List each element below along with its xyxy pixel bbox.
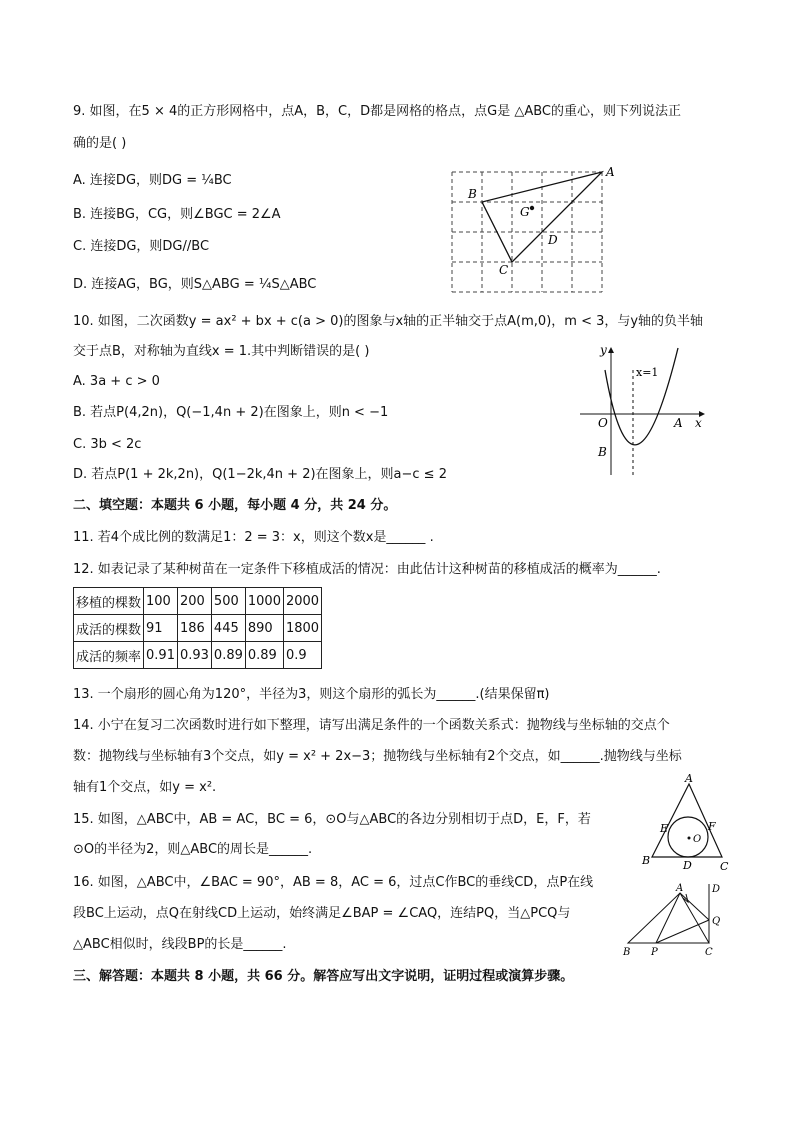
- table-cell: 成活的棵数: [74, 615, 144, 642]
- table-cell: 移植的棵数: [74, 588, 144, 615]
- q9-option-c: C. 连接DG，则DG//BC: [73, 239, 210, 254]
- q9-label-d: D: [548, 233, 558, 247]
- table-row: [74, 642, 322, 669]
- q10-stem-line2: 交于点B，对称轴为直线x = 1.其中判断错误的是( ): [73, 344, 370, 359]
- table-cell: 91: [144, 615, 178, 642]
- table-cell: 0.9: [283, 642, 321, 669]
- table-cell: 890: [245, 615, 283, 642]
- table-cell: 0.91: [144, 642, 178, 669]
- q12-stem: 12. 如表记录了某种树苗在一定条件下移植成活的情况：由此估计这种树苗的移植成活的概率为______.: [73, 562, 661, 577]
- table-cell: 186: [177, 615, 211, 642]
- q15-label-o: O: [693, 834, 702, 845]
- q10-option-c: C. 3b < 2c: [73, 437, 142, 452]
- q16-line3: △ABC相似时，线段BP的长是______.: [73, 937, 287, 952]
- table-cell: 100: [144, 588, 178, 615]
- q16-line2: 段BC上运动，点Q在射线CD上运动，始终满足∠BAP = ∠CAQ，连结PQ，当△PCQ与: [73, 906, 571, 921]
- q14-line1: 14. 小宁在复习二次函数时进行如下整理，请写出满足条件的一个函数关系式：抛物线与坐标轴的交点个: [73, 718, 670, 733]
- q14-line2: 数：抛物线与坐标轴有3个交点，如y = x² + 2x−3；抛物线与坐标轴有2个交点，如______.抛物线与坐标: [73, 749, 682, 764]
- q16-label-a: A: [676, 883, 684, 894]
- q9-label-b: B: [468, 187, 477, 201]
- section-2-header: 二、填空题：本题共 6 小题，每小题 4 分，共 24 分。: [73, 498, 397, 513]
- q9-grid-figure: [440, 160, 620, 300]
- table-row: [74, 615, 322, 642]
- q12-table: [73, 587, 322, 669]
- q9-stem-line1: 9. 如图，在5 × 4的正方形网格中，点A，B，C，D都是网格的格点，点G是 △ABC的重心，则下列说法正: [73, 104, 681, 119]
- q15-line2: ⊙O的半径为2，则△ABC的周长是______.: [73, 842, 313, 857]
- q13-text: 13. 一个扇形的圆心角为120°，半径为3，则这个扇形的弧长为______.(结果保留π): [73, 687, 550, 702]
- q14-line3: 轴有1个交点，如y = x².: [73, 780, 217, 795]
- q11-text: 11. 若4个成比例的数满足1：2 = 3：x，则这个数x是______ .: [73, 530, 434, 545]
- q10-label-o: O: [598, 416, 608, 430]
- q9-label-a: A: [606, 165, 615, 179]
- q10-parabola-curve: [605, 348, 678, 445]
- q16-label-d: D: [712, 884, 721, 895]
- q9-stem-line2: 确的是( ): [73, 136, 127, 151]
- q9-option-d: D. 连接AG，BG，则S△ABG = ¼S△ABC: [73, 277, 317, 292]
- q9-label-g: G: [520, 205, 530, 219]
- q15-incircle-figure: [640, 770, 730, 878]
- q10-label-a: A: [674, 416, 683, 430]
- table-cell: 445: [211, 615, 245, 642]
- q10-parabola-figure: [578, 340, 713, 480]
- q10-label-b: B: [598, 445, 607, 459]
- q15-label-c: C: [720, 860, 729, 873]
- table-cell: 0.89: [245, 642, 283, 669]
- q16-line1: 16. 如图，△ABC中，∠BAC = 90°，AB = 8，AC = 6，过点C作BC的垂线CD，点P在线: [73, 875, 594, 890]
- q10-option-a: A. 3a + c > 0: [73, 374, 160, 389]
- q15-center-o: [688, 837, 691, 840]
- q10-label-axis: x=1: [636, 366, 659, 379]
- q16-line-ap: [656, 893, 680, 943]
- q15-label-d: D: [683, 859, 692, 872]
- table-cell: 500: [211, 588, 245, 615]
- q16-label-c: C: [705, 947, 713, 958]
- table-cell: 1800: [283, 615, 321, 642]
- table-row: [74, 588, 322, 615]
- q16-label-b: B: [623, 947, 631, 958]
- q16-line-aq: [680, 893, 709, 920]
- table-cell: 1000: [245, 588, 283, 615]
- q10-label-y: y: [600, 343, 607, 357]
- q10-stem-line1: 10. 如图，二次函数y = ax² + bx + c(a > 0)的图象与x轴的正半轴交于点A(m,0)，m < 3，与y轴的负半轴: [73, 314, 704, 329]
- q15-label-a: A: [685, 772, 693, 785]
- q16-figure: [618, 880, 728, 962]
- q9-option-b: B. 连接BG，CG，则∠BGC = 2∠A: [73, 207, 281, 222]
- q15-label-f: F: [708, 820, 716, 833]
- q15-label-e: E: [660, 822, 669, 835]
- section-3-header: 三、解答题：本题共 8 小题，共 66 分。解答应写出文字说明，证明过程或演算步骤。: [73, 969, 574, 984]
- q15-label-b: B: [642, 854, 651, 867]
- table-cell: 成活的频率: [74, 642, 144, 669]
- q9-label-c: C: [499, 263, 509, 277]
- table-cell: 0.89: [211, 642, 245, 669]
- q16-label-p: P: [651, 947, 658, 958]
- q10-option-b: B. 若点P(4,2n)，Q(−1,4n + 2)在图象上，则n < −1: [73, 405, 389, 420]
- q9-option-a: A. 连接DG，则DG = ¼BC: [73, 173, 232, 188]
- q16-line-pq: [656, 920, 709, 943]
- q10-option-d: D. 若点P(1 + 2k,2n)，Q(1−2k,4n + 2)在图象上，则a−c ≤ 2: [73, 467, 447, 482]
- q16-label-q: Q: [712, 916, 721, 927]
- q9-centroid-g: [530, 206, 534, 210]
- table-cell: 0.93: [177, 642, 211, 669]
- table-cell: 200: [177, 588, 211, 615]
- q15-line1: 15. 如图，△ABC中，AB = AC，BC = 6，⊙O与△ABC的各边分别相切于点D，E，F，若: [73, 812, 591, 827]
- table-cell: 2000: [283, 588, 321, 615]
- q10-label-x: x: [695, 416, 702, 430]
